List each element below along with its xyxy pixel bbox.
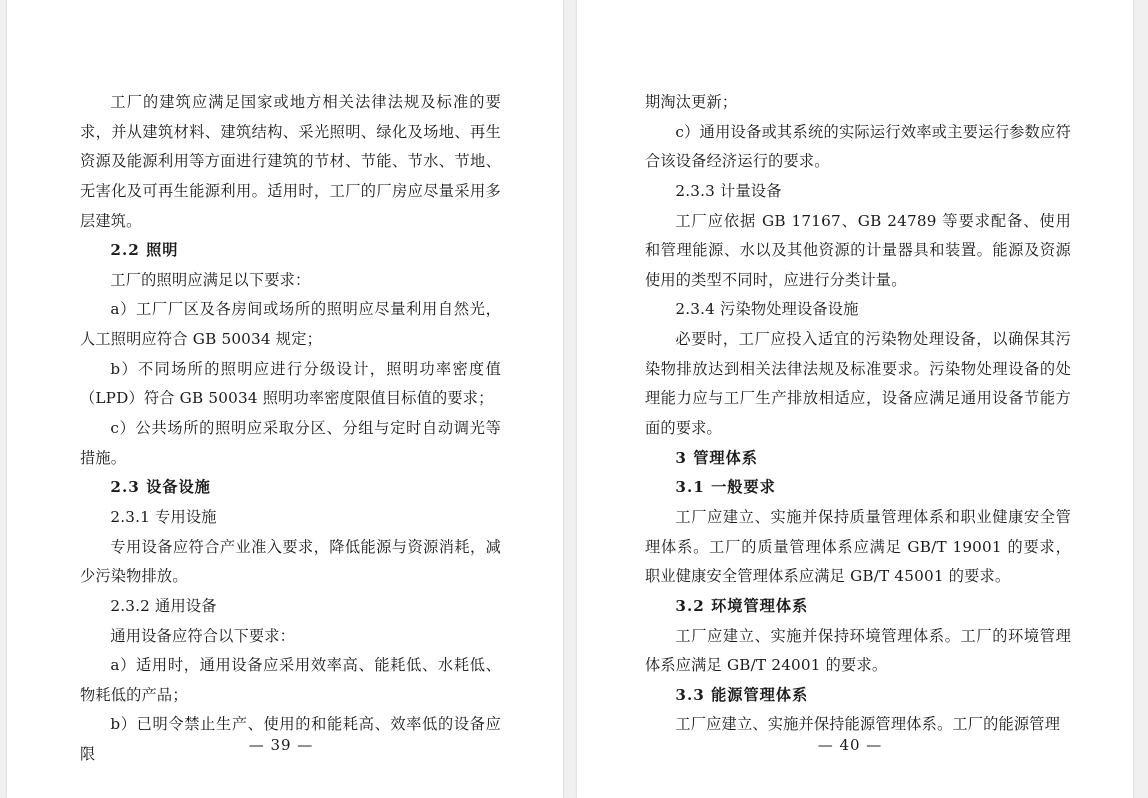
subsection-heading: 2.3.2 通用设备 xyxy=(110,596,217,615)
section-heading: 2.2 照明 xyxy=(110,241,179,260)
page-left xyxy=(7,0,563,798)
paragraph: a）工厂厂区及各房间或场所的照明应尽量利用自然光，人工照明应符合 GB 50034 规定； xyxy=(80,300,501,349)
page-right-text-column xyxy=(645,88,1071,734)
paragraph: 工厂应建立、实施并保持质量管理体系和职业健康安全管理体系。工厂的质量管理体系应满足 GB/T 19001 的要求，职业健康安全管理体系应满足 GB/T 45001 的要求。 xyxy=(645,507,1071,586)
paragraph: 必要时，工厂应投入适宜的污染物处理设备，以确保其污染物排放达到相关法律法规及标准要求。污染物处理设备的处理能力应与工厂生产排放相适应，设备应满足通用设备节能方面的要求。 xyxy=(645,330,1071,438)
subsection-heading: 2.3.3 计量设备 xyxy=(675,181,782,200)
page-right xyxy=(577,0,1133,798)
paragraph: c）公共场所的照明应采取分区、分组与定时自动调光等措施。 xyxy=(80,419,501,467)
paragraph: 工厂的建筑应满足国家或地方相关法律法规及标准的要求，并从建筑材料、建筑结构、采光照明、绿化及场地、再生资源及能源利用等方面进行建筑的节材、节能、节水、节地、无害化及可再生能源利用。适用时，工厂的厂房应尽量采用多层建筑。 xyxy=(80,93,501,230)
paragraph: 期淘汰更新； xyxy=(645,93,738,111)
paragraph: a）适用时，通用设备应采用效率高、能耗低、水耗低、物耗低的产品； xyxy=(80,656,501,704)
paragraph: b）已明令禁止生产、使用的和能耗高、效率低的设备应限 xyxy=(80,715,501,764)
paragraph: 工厂的照明应满足以下要求： xyxy=(110,270,311,289)
paragraph: c）通用设备或其系统的实际运行效率或主要运行参数应符合该设备经济运行的要求。 xyxy=(645,122,1071,171)
paragraph: 工厂应建立、实施并保持环境管理体系。工厂的环境管理体系应满足 GB/T 24001 的要求。 xyxy=(645,626,1071,675)
subsection-heading: 2.3.4 污染物处理设备设施 xyxy=(675,300,859,319)
subsection-heading: 2.3.1 专用设施 xyxy=(110,507,217,526)
paragraph: 工厂应依据 GB 17167、GB 24789 等要求配备、使用和管理能源、水以及其他资源的计量器具和装置。能源及资源使用的类型不同时，应进行分类计量。 xyxy=(645,211,1071,289)
paragraph: 专用设备应符合产业准入要求，降低能源与资源消耗，减少污染物排放。 xyxy=(80,537,501,586)
paragraph: b）不同场所的照明应进行分级设计，照明功率密度值（LPD）符合 GB 50034 照明功率密度限值目标值的要求； xyxy=(80,359,501,408)
page-number: — 39 — xyxy=(248,736,314,754)
paragraph: 工厂应建立、实施并保持能源管理体系。工厂的能源管理 xyxy=(675,715,1061,734)
page-number: — 40 — xyxy=(817,736,883,754)
section-heading: 3.1 一般要求 xyxy=(675,478,776,497)
section-heading: 2.3 设备设施 xyxy=(110,478,211,497)
section-heading: 3.2 环境管理体系 xyxy=(675,596,809,615)
section-heading: 3 管理体系 xyxy=(675,448,758,467)
paragraph: 通用设备应符合以下要求： xyxy=(110,626,296,645)
section-heading: 3.3 能源管理体系 xyxy=(675,685,809,704)
